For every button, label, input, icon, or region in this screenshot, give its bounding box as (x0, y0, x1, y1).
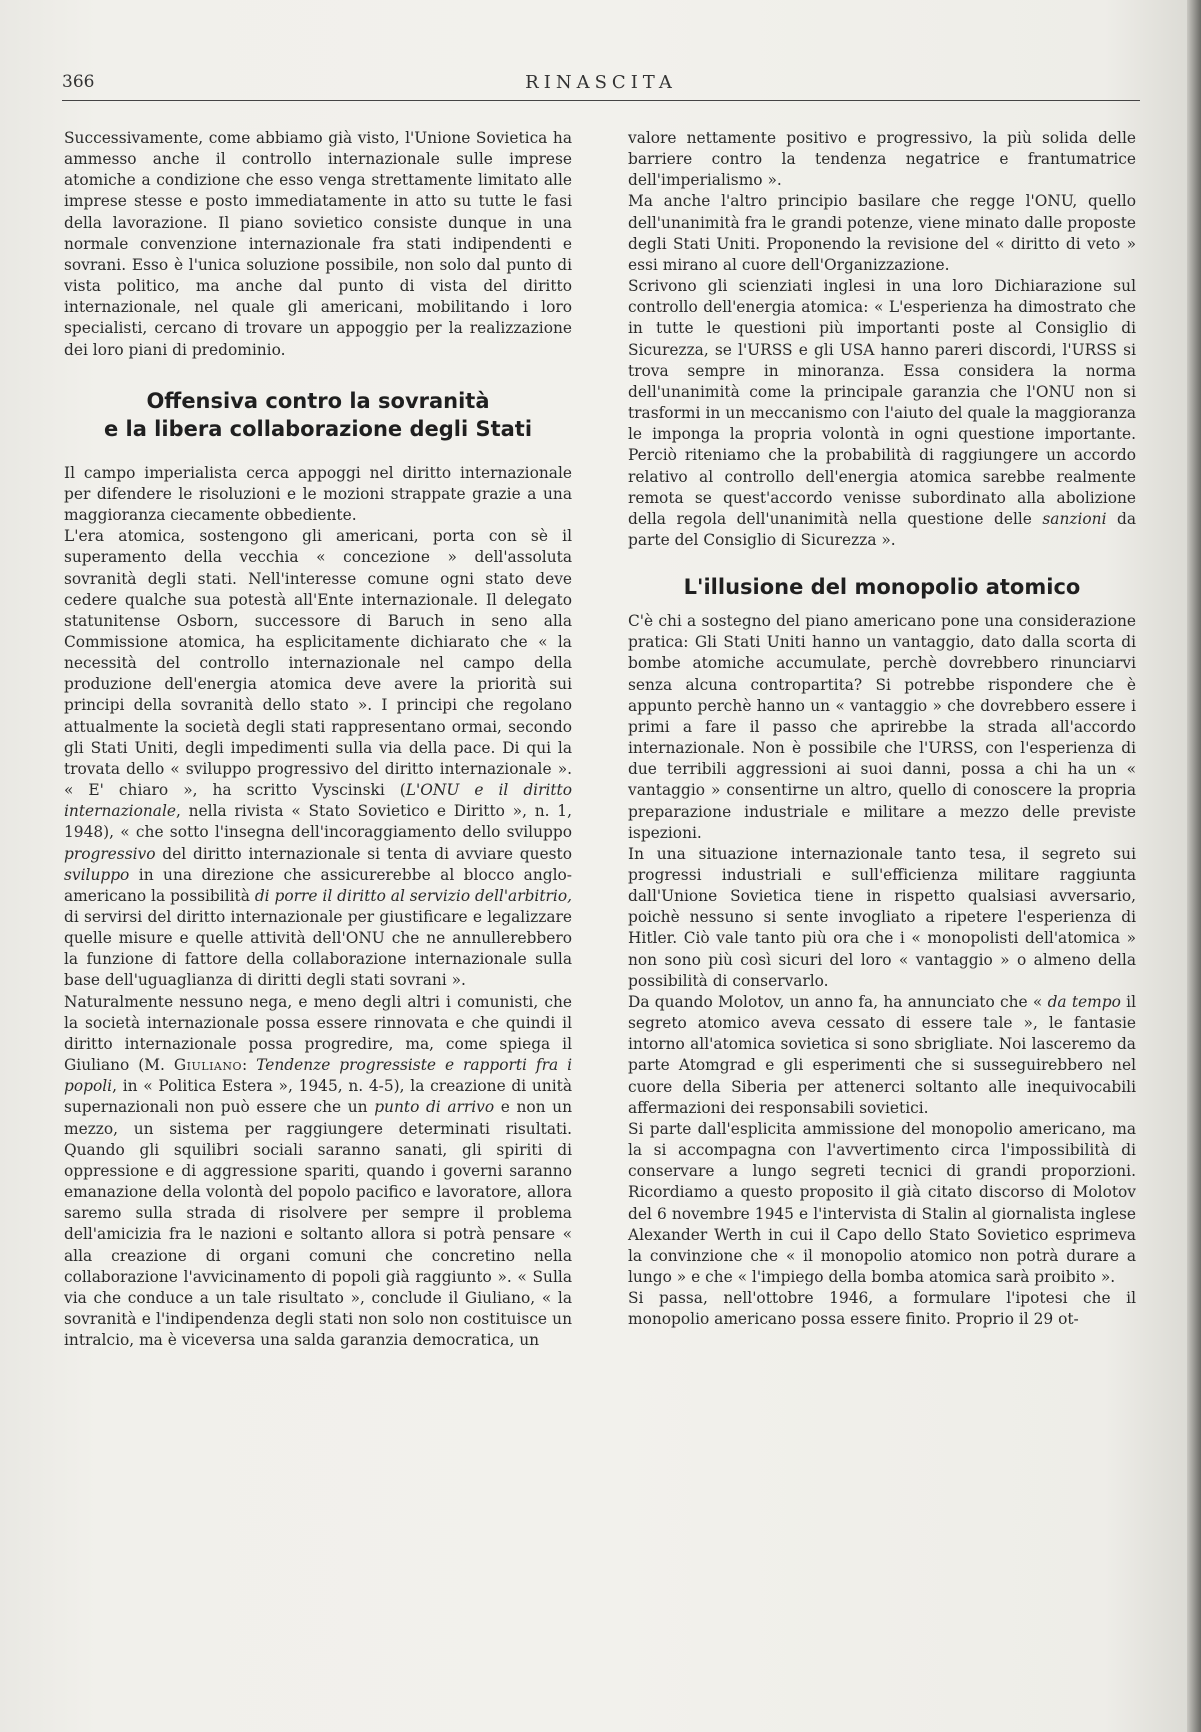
paragraph: L'era atomica, sostengono gli americani, porta con sè il superamento della vecchia « concezione » dell'assoluta sovranità degli stati. Nell'interesse comune ogni stato deve cedere qualche sua potestà all'Ente internazionale. Il delegato statunitense Osborn, successore di Baruch in seno alla Commissione atomica, ha esplicitamente dichiarato che « la necessità del controllo internazionale nel campo della produzione dell'energia atomica deve avere la priorità sui principi della sovranità dello stato ». I principi che regolano attualmente la società degli stati rappresentano ormai, secondo gli Stati Uniti, degli impedimenti sulla via della pace. Di qui la trovata dello « sviluppo progressivo del diritto internazionale ». « E' chiaro », ha scritto Vyscinski (L'ONU e il diritto internazionale, nella rivista « Stato Sovietico e Diritto », n. 1, 1948), « che sotto l'insegna dell'incoraggiamento dello sviluppo progressivo del diritto internazionale si tenta di avviare questo sviluppo in una direzione che assicurerebbe al blocco anglo-americano la possibilità di porre il diritto al servizio dell'arbitrio, di servirsi del diritto internazionale per giustificare e legalizzare quelle misure e quelle attività dell'ONU che ne annullerebbero la funzione di fattore della collaborazione internazionale sulla base dell'uguaglianza di diritti degli stati sovrani ». (64, 527, 573, 990)
page-edge-shadow (1187, 0, 1201, 1732)
left-column (64, 128, 572, 1351)
paragraph: Si passa, nell'ottobre 1946, a formulare l'ipotesi che il monopolio americano possa essere finito. Proprio il 29 ot- (628, 1289, 1136, 1329)
section-heading (64, 387, 572, 443)
paragraph: Ma anche l'altro principio basilare che regge l'ONU, quello dell'unanimità fra le grandi potenze, viene minato dalle proposte degli Stati Uniti. Proponendo la revisione del « diritto di veto » essi mirano al cuore dell'Organizzazione. (628, 192, 1136, 274)
paragraph: In una situazione internazionale tanto tesa, il segreto sui progressi industriali e sull'efficienza militare raggiunta dall'Unione Sovietica tiene in rispetto qualsiasi avversario, poichè nessuno si sente invogliato a ripetere l'esperienza di Hitler. Ciò vale tanto più ora che i « monopolisti dell'atomica » non sono più così sicuri del loro « vantaggio » o almeno della possibilità di conservarlo. (628, 844, 1136, 990)
journal-title: RINASCITA (525, 72, 677, 93)
paragraph: C'è chi a sostegno del piano americano pone una considerazione pratica: Gli Stati Uniti hanno un vantaggio, dato dalla scorta di bombe atomiche accumulate, perchè dovrebbero rinunciarvi senza alcuna contropartita? Si potrebbe rispondere che è appunto perchè hanno un « vantaggio » che dovrebbero essere i primi a fare il passo che aprirebbe la strada all'accordo internazionale. Non è possibile che l'URSS, con l'esperienza di due terribili aggressioni ai suoi danni, possa a chi ha un « vantaggio » consentirne un altro, quello di conoscere la propria preparazione industriale e militare a mezzo delle previste ispezioni. (628, 612, 1136, 842)
paragraph: Da quando Molotov, un anno fa, ha annunciato che « da tempo il segreto atomico aveva cessato di essere tale », le fantasie intorno all'atomica sovietica si sono sbrigliate. Noi lasceremo da parte Atomgrad e gli esperimenti che si susseguirebbero nel cuore della Siberia per attenerci soltanto alle inequivocabili affermazioni dei responsabili sovietici. (628, 992, 1136, 1117)
page-number: 366 (62, 72, 95, 92)
paragraph: Si parte dall'esplicita ammissione del monopolio americano, ma la si accompagna con l'avvertimento circa l'impossibilità di conservare a lungo segreti tecnici di grandi proporzioni. Ricordiamo a questo proposito il già citato discorso di Molotov del 6 novembre 1945 e l'intervista di Stalin al giornalista inglese Alexander Werth in cui il Capo dello Stato Sovietico esprimeva la convinzione che « il monopolio atomico non potrà durare a lungo » e che « l'impiego della bomba atomica sarà proibito ». (628, 1119, 1136, 1286)
paragraph: Successivamente, come abbiamo già visto, l'Unione Sovietica ha ammesso anche il controllo internazionale sulle imprese atomiche a condizione che esso venga strettamente limitato alle imprese stesse e posto immediatamente in atto su tutte le fasi della lavorazione. Il piano sovietico consiste dunque in una normale convenzione internazionale fra stati indipendenti e sovrani. Esso è l'unica soluzione possibile, non solo dal punto di vista politico, ma anche dal punto di vista del diritto internazionale, nel quale gli americani, mobilitando i loro specialisti, cercano di trovare un appoggio per la realizzazione dei loro piani di predominio. (64, 129, 572, 359)
paragraph: Scrivono gli scienziati inglesi in una loro Dichiarazione sul controllo dell'energia atomica: « L'esperienza ha dimostrato che in tutte le questioni più importanti poste al Consiglio di Sicurezza, se l'URSS e gli USA hanno pareri discordi, l'URSS si trova sempre in minoranza. Essa considera la norma dell'unanimità come la principale garanzia che l'ONU non si trasformi in un meccanismo con l'aiuto del quale la maggioranza le imponga la propria volontà in ogni questione importante. Perciò riteniamo che la probabilità di raggiungere un accordo relativo al controllo dell'energia atomica sarebbe realmente remota se quest'accordo venisse subordinato alla abolizione della regola dell'unanimità nella questione delle sanzioni da parte del Consiglio di Sicurezza ». (628, 277, 1137, 549)
paragraph: valore nettamente positivo e progressivo, la più solida delle barriere contro la tendenza negatrice e frantumatrice dell'imperialismo ». (628, 129, 1136, 190)
page-header (62, 70, 1140, 101)
paragraph: Naturalmente nessuno nega, e meno degli altri i comunisti, che la società internazionale possa essere rinnovata e che quindi il diritto internazionale possa progredire, ma, come spiega il Giuliano (M. Giuliano: Tendenze progressiste e rapporti fra i popoli, in « Politica Estera », 1945, n. 4-5), la creazione di unità supernazionali non può essere che un punto di arrivo e non un mezzo, un sistema per raggiungere determinati risultati. Quando gli squilibri sociali saranno sanati, gli spiriti di oppressione e di aggressione spariti, quando i governi saranno emanazione della volontà del popolo pacifico e lavoratore, allora saremo sulla strada di risolvere per sempre il problema dell'amicizia fra le nazioni e soltanto allora si potrà pensare « alla creazione di organi comuni che concretino nella collaborazione l'avvicinamento di popoli già raggiunto ». « Sulla via che conduce a un tale risultato », conclude il Giuliano, « la sovranità e l'indipendenza degli stati non solo non costituisce un intralcio, ma è viceversa una salda garanzia democratica, un (64, 992, 572, 1350)
right-column (628, 128, 1136, 1330)
heading-line: e la libera collaborazione degli Stati (103, 416, 533, 441)
paragraph: Il campo imperialista cerca appoggi nel diritto internazionale per difendere le risoluzioni e le mozioni strappate grazie a una maggioranza ciecamente obbediente. (64, 463, 572, 525)
heading-line: Offensiva contro la sovranità (146, 388, 490, 413)
section-heading: L'illusione del monopolio atomico (683, 575, 1081, 600)
